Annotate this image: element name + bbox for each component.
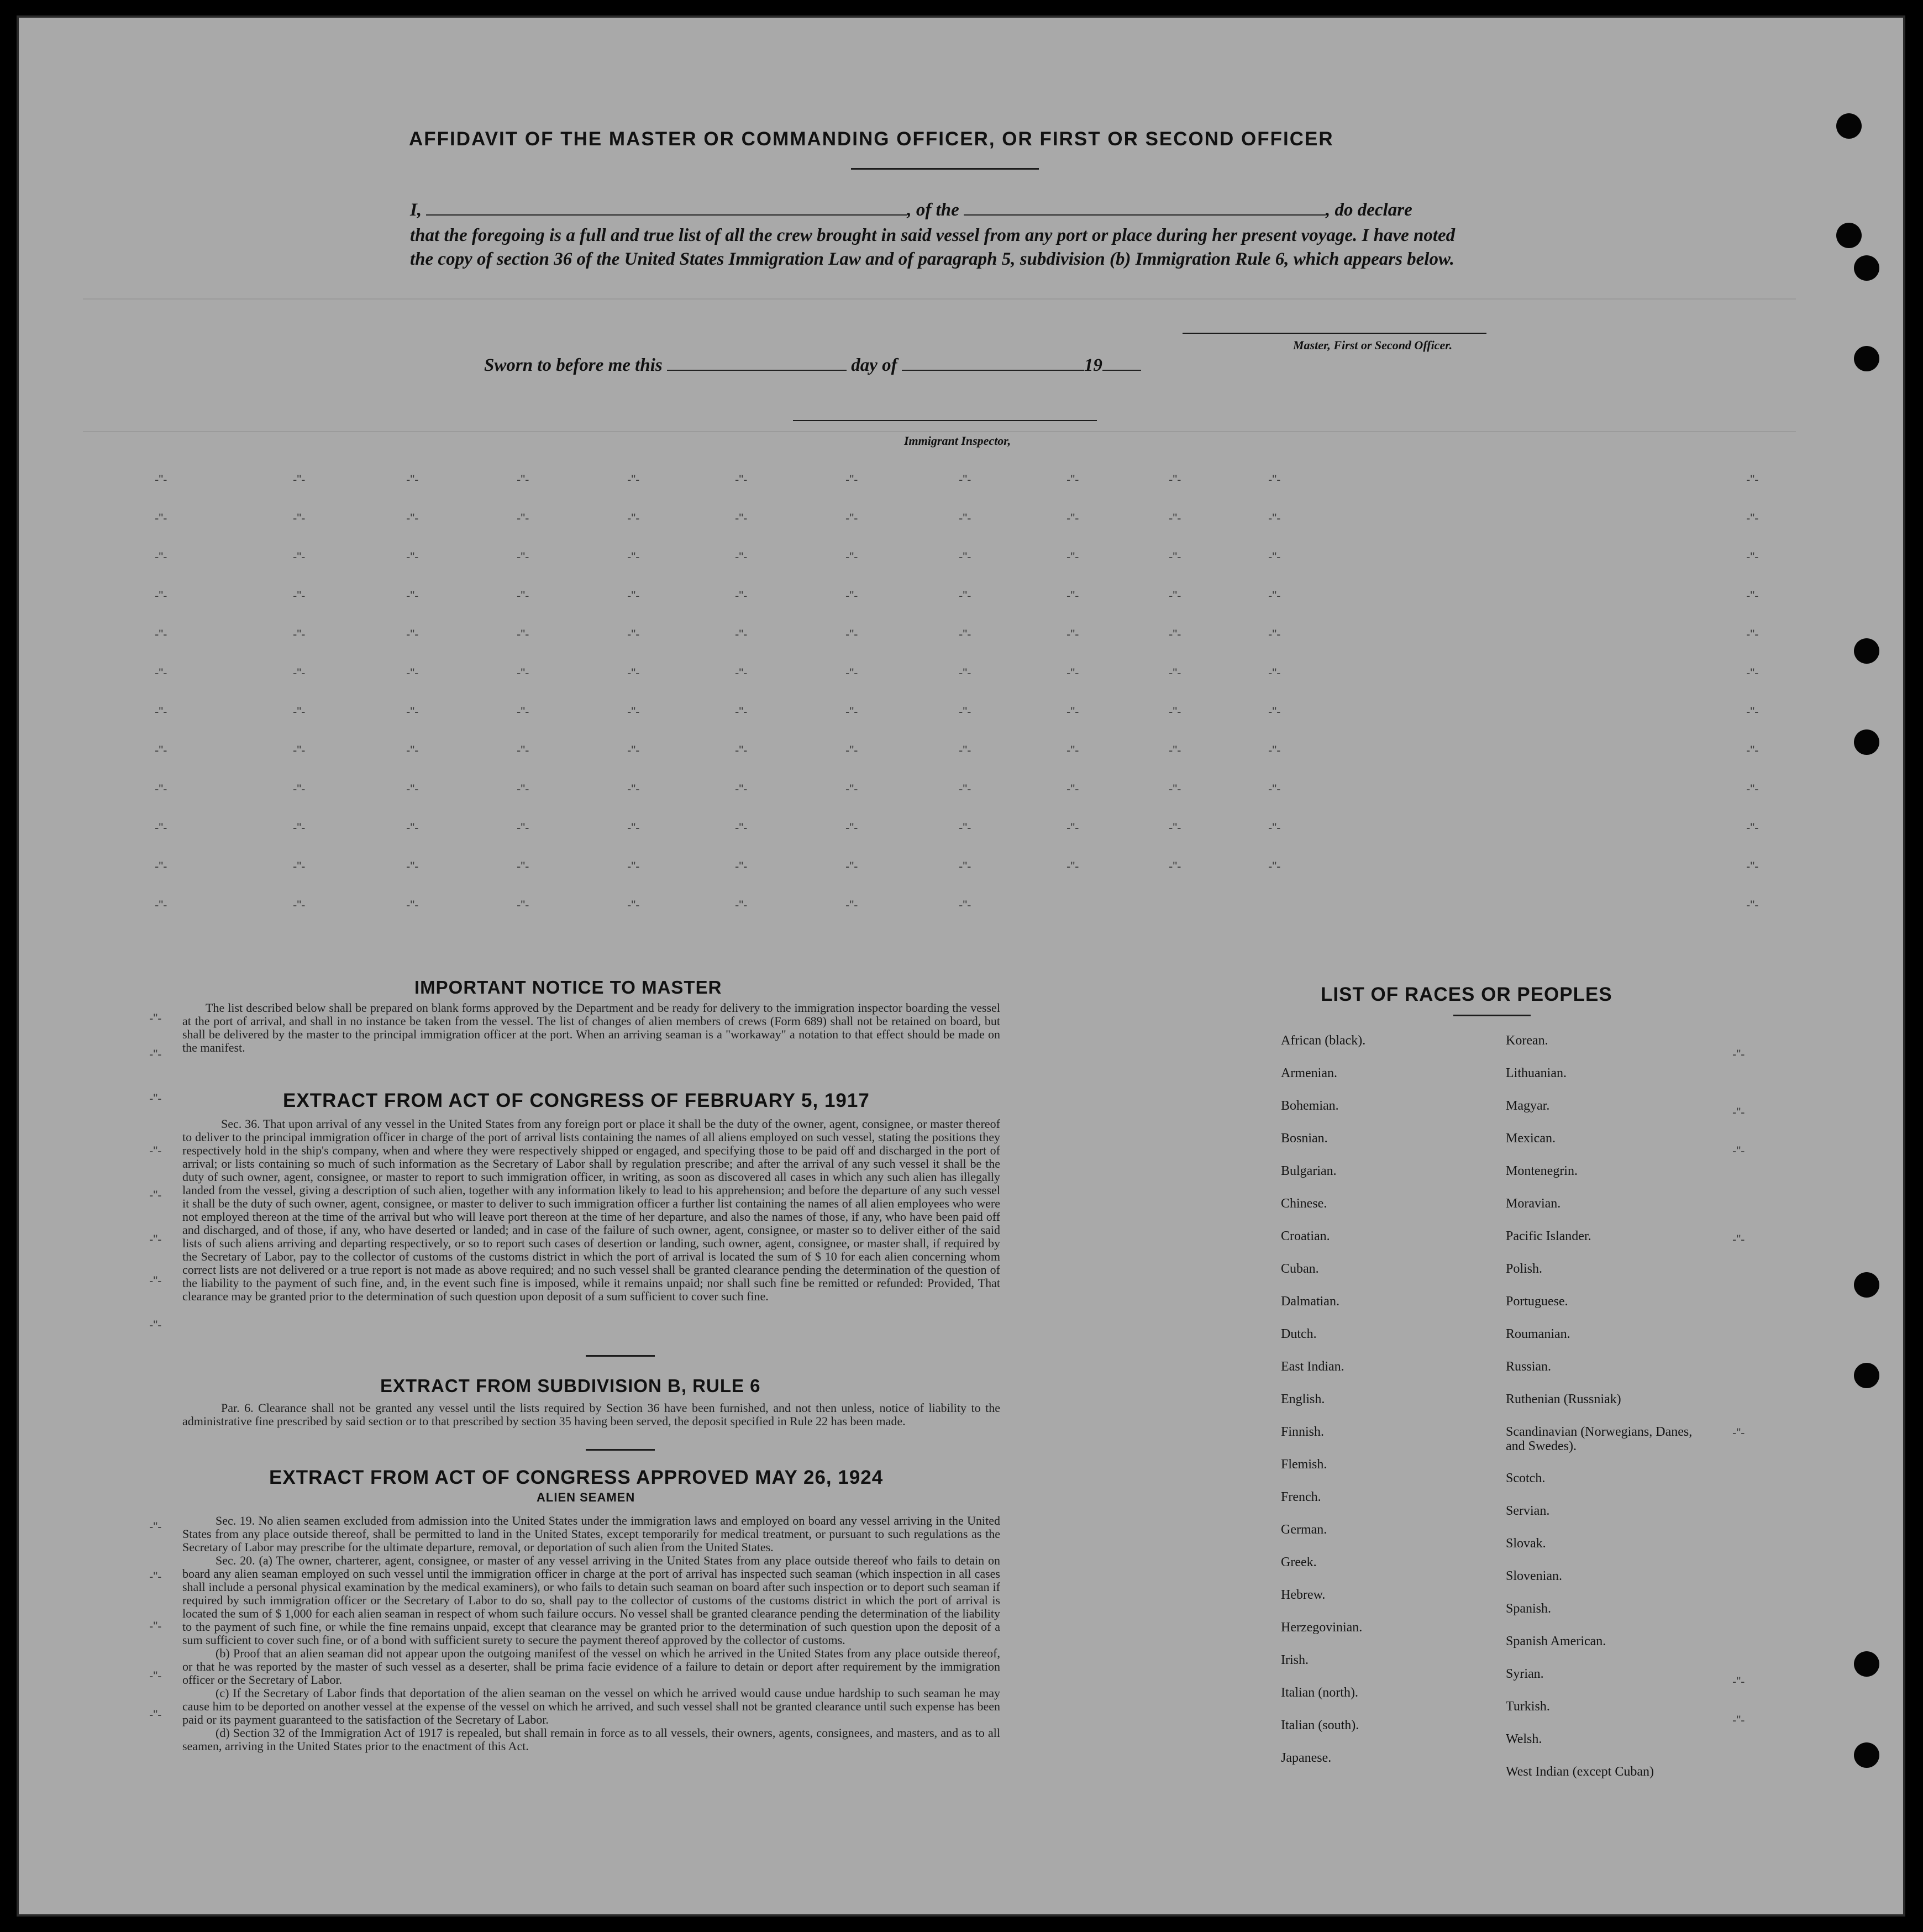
ditto-mark: -"- — [959, 589, 971, 602]
ditto-mark: -"- — [735, 898, 748, 912]
ditto-mark: -"- — [1169, 743, 1181, 757]
ditto-mark: -"- — [1746, 550, 1759, 564]
bleed-through-line — [83, 298, 1796, 300]
race-item: Polish. — [1506, 1262, 1543, 1276]
race-item: Finnish. — [1281, 1425, 1325, 1439]
ditto-mark: -"- — [845, 705, 858, 718]
ditto-mark: -"- — [845, 782, 858, 796]
race-item: Pacific Islander. — [1506, 1229, 1591, 1243]
ditto-mark: -"- — [1732, 1047, 1745, 1061]
ditto-mark: -"- — [1066, 589, 1079, 602]
ditto-mark: -"- — [149, 1318, 162, 1332]
ditto-mark: -"- — [959, 473, 971, 486]
ditto-mark: -"- — [1268, 782, 1281, 796]
ditto-mark: -"- — [627, 473, 640, 486]
race-item: Mexican. — [1506, 1131, 1556, 1146]
ditto-mark: -"- — [293, 898, 306, 912]
ditto-mark: -"- — [1169, 782, 1181, 796]
ditto-mark: -"- — [155, 473, 167, 486]
notice-title: IMPORTANT NOTICE TO MASTER — [414, 977, 722, 998]
ditto-mark: -"- — [1746, 473, 1759, 486]
ditto-mark: -"- — [1746, 898, 1759, 912]
sec20d-text: (d) Section 32 of the Immigration Act of 1917 is repealed, but shall remain in force as to all vessels, their owners, agents, consignees, and masters, and as to all seamen, arriving in the United States prior to the enactment of this Act. — [182, 1726, 1000, 1753]
ditto-mark: -"- — [293, 666, 306, 680]
alien-seamen-subtitle: ALIEN SEAMEN — [537, 1490, 635, 1504]
ditto-mark: -"- — [149, 1520, 162, 1534]
ditto-mark: -"- — [406, 859, 419, 873]
year-label: 19 — [1084, 355, 1102, 375]
ditto-mark: -"- — [627, 511, 640, 525]
race-item: Italian (south). — [1281, 1718, 1359, 1733]
ditto-mark: -"- — [845, 743, 858, 757]
ditto-mark: -"- — [1268, 473, 1281, 486]
extract-1917-body: Sec. 36. That upon arrival of any vessel in the United States from any foreign port or place it shall be the duty of the owner, agent, consignee, or master thereof to deliver to the principal immigration officer in charge of the port of arrival lists containing the names of all aliens employed on such vessel, stating the positions they respectively hold in the ship's company, when and where they were respectively shipped or engaged, and specifying those to be paid off and discharged in the port of arrival; or lists containing so much of such information as the Secretary of Labor shall by regulation prescribe; and after the arrival of any such vessel it shall be the duty of such owner, agent, consignee, or master to report to such immigration officer, in writing, as soon as discovered all cases in which any such alien has illegally landed from the vessel, giving a description of such alien, together with any information likely to lead to his apprehension; and before the departure of any such vessel it shall be the duty of such owner, agent, consignee, or master to deliver to such immigration officer a further list containing the names of all alien employees who were not employed thereon at the time of the arrival but who will leave port thereon at the time of her departure, and also the names of those, if any, who have been paid off and discharged, and of those, if any, who have deserted or landed; and in case of the failure of such owner, agent, consignee, or master so to deliver either of the said lists of such aliens arriving and departing respectively, or so to report such cases of desertion or landing, such owner, agent, consignee, or master shall, if required by the Secretary of Labor, pay to the collector of customs of the customs district in which the port of arrival is located the sum of $ 10 for each alien concerning whom correct lists are not delivered or a true report is not made as above required; and no such vessel shall be granted clearance pending the determination of the question of the liability to the payment of such fine, and, in the event such fine is imposed, while it remains unpaid; nor shall such fine be remitted or refunded: Provided, That clearance may be granted prior to the determination of such question upon deposit of a sum sufficient to cover such fine. — [182, 1117, 1000, 1303]
ditto-mark: -"- — [517, 743, 529, 757]
ditto-mark: -"- — [293, 511, 306, 525]
ditto-mark: -"- — [1732, 1232, 1745, 1246]
race-item: Spanish American. — [1506, 1634, 1606, 1649]
ditto-mark: -"- — [517, 821, 529, 834]
ditto-mark: -"- — [959, 898, 971, 912]
race-item: Dalmatian. — [1281, 1294, 1339, 1309]
races-underline — [1453, 1015, 1531, 1016]
ditto-mark: -"- — [1169, 821, 1181, 834]
extract-rule6-title: EXTRACT FROM SUBDIVISION B, RULE 6 — [380, 1376, 761, 1396]
ditto-mark: -"- — [1066, 473, 1079, 486]
ditto-mark: -"- — [1066, 705, 1079, 718]
race-item: Flemish. — [1281, 1457, 1327, 1472]
punch-hole — [1854, 1651, 1879, 1677]
ditto-mark: -"- — [627, 821, 640, 834]
ditto-mark: -"- — [1066, 627, 1079, 641]
ditto-mark: -"- — [959, 627, 971, 641]
punch-hole — [1836, 223, 1862, 248]
race-item: Dutch. — [1281, 1327, 1317, 1341]
ditto-mark: -"- — [1732, 1674, 1745, 1688]
ditto-mark: -"- — [735, 821, 748, 834]
ditto-mark: -"- — [959, 666, 971, 680]
race-item: Syrian. — [1506, 1667, 1544, 1681]
affidavit-line1 — [410, 200, 1488, 221]
inspector-label: Immigrant Inspector, — [904, 434, 1011, 448]
ditto-mark: -"- — [517, 705, 529, 718]
ditto-mark: -"- — [627, 589, 640, 602]
race-item: Cuban. — [1281, 1262, 1319, 1276]
race-item: East Indian. — [1281, 1359, 1344, 1374]
race-item: West Indian (except Cuban) — [1506, 1765, 1654, 1779]
race-item: Magyar. — [1506, 1099, 1550, 1113]
ditto-mark: -"- — [627, 782, 640, 796]
ditto-mark: -"- — [845, 666, 858, 680]
sworn-day-field[interactable] — [667, 359, 847, 371]
ditto-mark: -"- — [517, 666, 529, 680]
sec20c-text: (c) If the Secretary of Labor finds that deportation of the alien seaman on the vessel on which he arrived would cause undue hardship to such seaman he may cause him to be deported on another vessel at the expense of the vessel on which he arrived, and such vessel shall not be granted clearance until such expense has been paid or its payment guaranteed to the satisfaction of the Secretary of Labor. — [182, 1686, 1000, 1726]
race-item: Portuguese. — [1506, 1294, 1568, 1309]
ditto-mark: -"- — [155, 743, 167, 757]
ditto-mark: -"- — [1268, 550, 1281, 564]
i-label: I, — [410, 200, 422, 220]
ditto-mark: -"- — [959, 511, 971, 525]
ditto-mark: -"- — [959, 743, 971, 757]
ditto-mark: -"- — [293, 782, 306, 796]
ditto-mark: -"- — [149, 1274, 162, 1288]
ditto-mark: -"- — [1169, 627, 1181, 641]
punch-hole — [1854, 1363, 1879, 1388]
ditto-mark: -"- — [517, 473, 529, 486]
race-item: Korean. — [1506, 1033, 1548, 1048]
signature-label: Master, First or Second Officer. — [1293, 338, 1453, 352]
ditto-mark: -"- — [1169, 473, 1181, 486]
ditto-mark: -"- — [735, 743, 748, 757]
ditto-mark: -"- — [627, 705, 640, 718]
ditto-mark: -"- — [155, 550, 167, 564]
sworn-year-field[interactable] — [1102, 359, 1141, 371]
ditto-mark: -"- — [406, 589, 419, 602]
ditto-mark: -"- — [406, 550, 419, 564]
ditto-mark: -"- — [1732, 1426, 1745, 1440]
ditto-mark: -"- — [149, 1232, 162, 1246]
ditto-mark: -"- — [1268, 705, 1281, 718]
punch-hole — [1854, 729, 1879, 755]
race-item: Servian. — [1506, 1504, 1550, 1518]
race-item: Italian (north). — [1281, 1686, 1358, 1700]
ditto-mark: -"- — [155, 782, 167, 796]
ditto-mark: -"- — [735, 511, 748, 525]
ditto-mark: -"- — [1268, 511, 1281, 525]
ditto-mark: -"- — [1169, 705, 1181, 718]
ditto-mark: -"- — [149, 1708, 162, 1721]
ditto-mark: -"- — [1732, 1105, 1745, 1119]
ditto-mark: -"- — [155, 589, 167, 602]
ditto-mark: -"- — [293, 821, 306, 834]
ditto-mark: -"- — [1268, 589, 1281, 602]
race-item: Montenegrin. — [1506, 1164, 1578, 1178]
ditto-mark: -"- — [406, 743, 419, 757]
ditto-mark: -"- — [155, 898, 167, 912]
section-divider — [586, 1449, 655, 1451]
inspector-signature-line[interactable] — [793, 420, 1097, 421]
ditto-mark: -"- — [845, 550, 858, 564]
ditto-mark: -"- — [1268, 859, 1281, 873]
ditto-mark: -"- — [517, 782, 529, 796]
ditto-mark: -"- — [1169, 589, 1181, 602]
ditto-mark: -"- — [517, 859, 529, 873]
day-of-label: day of — [851, 355, 897, 375]
do-declare-label: , do declare — [1326, 200, 1412, 220]
ditto-mark: -"- — [1746, 743, 1759, 757]
ditto-mark: -"- — [517, 589, 529, 602]
ditto-mark: -"- — [1066, 782, 1079, 796]
ditto-mark: -"- — [293, 705, 306, 718]
vessel-name-field[interactable] — [964, 202, 1326, 216]
ditto-mark: -"- — [149, 1011, 162, 1025]
ditto-mark: -"- — [627, 627, 640, 641]
ditto-mark: -"- — [406, 511, 419, 525]
ditto-mark: -"- — [293, 743, 306, 757]
race-item: Spanish. — [1506, 1602, 1552, 1616]
ditto-mark: -"- — [293, 473, 306, 486]
ditto-mark: -"- — [1169, 859, 1181, 873]
sworn-line — [484, 355, 1141, 376]
race-item: Turkish. — [1506, 1699, 1550, 1714]
ditto-mark: -"- — [1746, 511, 1759, 525]
ditto-mark: -"- — [735, 589, 748, 602]
ditto-mark: -"- — [155, 821, 167, 834]
ditto-mark: -"- — [735, 473, 748, 486]
race-item: Welsh. — [1506, 1732, 1542, 1746]
ditto-mark: -"- — [149, 1047, 162, 1061]
ditto-mark: -"- — [406, 898, 419, 912]
ditto-mark: -"- — [845, 898, 858, 912]
ditto-mark: -"- — [627, 666, 640, 680]
sec20a-text: Sec. 20. (a) The owner, charterer, agent, consignee, or master of any vessel arriving in the United States from any place outside thereof who fails to detain on board any alien seaman employed on such vessel until the immigration officer in charge at the port of arrival has inspected such seaman (which inspection in all cases shall include a personal physical examination by the medical examiners), or who fails to detain such seaman on board after such inspection or to deport such seaman if required by such immigration officer or the Secretary of Labor to do so, shall pay to the collector of customs of the customs district in which the port of arrival is located the sum of $ 1,000 for each alien seaman in respect of whom such failure occurs. No vessel shall be granted clearance pending the determination of the liability to the payment of such fine, or while the fine remains unpaid, except that clearance may be granted prior to the determination of such question upon the deposit of a sum sufficient to cover such fine, or of a bond with sufficient surety to secure the payment thereof approved by the collector of customs. — [182, 1553, 1000, 1647]
ditto-mark: -"- — [959, 705, 971, 718]
ditto-mark: -"- — [406, 821, 419, 834]
ditto-mark: -"- — [627, 859, 640, 873]
ditto-mark: -"- — [845, 473, 858, 486]
ditto-mark: -"- — [845, 821, 858, 834]
ditto-mark: -"- — [517, 511, 529, 525]
race-item: Japanese. — [1281, 1751, 1332, 1765]
master-name-field[interactable] — [426, 202, 907, 216]
ditto-mark: -"- — [406, 473, 419, 486]
ditto-mark: -"- — [293, 627, 306, 641]
extract-1917-title: EXTRACT FROM ACT OF CONGRESS OF FEBRUARY 5, 1917 — [283, 1090, 870, 1111]
race-item: Ruthenian (Russniak) — [1506, 1392, 1621, 1406]
punch-hole — [1854, 346, 1879, 371]
ditto-mark: -"- — [1066, 511, 1079, 525]
punch-hole — [1854, 638, 1879, 664]
races-right-column — [1506, 1033, 1738, 1797]
signature-line[interactable] — [1183, 333, 1486, 334]
ditto-mark: -"- — [845, 511, 858, 525]
race-item: Slovak. — [1506, 1536, 1546, 1551]
ditto-mark: -"- — [1746, 666, 1759, 680]
race-item: Croatian. — [1281, 1229, 1330, 1243]
ditto-mark: -"- — [1066, 743, 1079, 757]
bleed-through-line — [83, 431, 1796, 432]
ditto-mark: -"- — [517, 550, 529, 564]
ditto-mark: -"- — [406, 705, 419, 718]
extract-1924-title: EXTRACT FROM ACT OF CONGRESS APPROVED MAY 26, 1924 — [269, 1467, 884, 1488]
of-the-label: , of the — [907, 200, 959, 220]
race-item: Lithuanian. — [1506, 1066, 1567, 1080]
sworn-label: Sworn to before me this — [484, 355, 663, 375]
race-item: Hebrew. — [1281, 1588, 1326, 1602]
race-item: Scotch. — [1506, 1471, 1546, 1485]
races-title: LIST OF RACES OR PEOPLES — [1321, 984, 1612, 1005]
ditto-mark: -"- — [735, 859, 748, 873]
ditto-mark: -"- — [735, 550, 748, 564]
ditto-mark: -"- — [1066, 859, 1079, 873]
sec20b-text: (b) Proof that an alien seaman did not appear upon the outgoing manifest of the vessel on which he arrived in the United States from any place outside thereof, or that he was reported by the master of such vessel as a deserter, shall be prima facie evidence of a failure to detain or deport after requirement by the immigration officer or the Secretary of Labor. — [182, 1646, 1000, 1687]
ditto-mark: -"- — [959, 550, 971, 564]
title-underline — [851, 168, 1039, 170]
ditto-mark: -"- — [155, 859, 167, 873]
ditto-mark: -"- — [627, 743, 640, 757]
affidavit-body: that the foregoing is a full and true list of all the crew brought in said vessel from any port or place during her present voyage. I have noted the copy of section 36 of the United States Immigration Law and of paragraph 5, subdivision (b) Immigration Rule 6, which appears below. — [410, 225, 1456, 269]
punch-hole — [1854, 255, 1879, 281]
ditto-mark: -"- — [1746, 821, 1759, 834]
race-item: Chinese. — [1281, 1196, 1327, 1211]
ditto-mark: -"- — [845, 859, 858, 873]
ditto-mark: -"- — [406, 782, 419, 796]
ditto-mark: -"- — [1268, 627, 1281, 641]
section-divider — [586, 1355, 655, 1357]
race-item: Armenian. — [1281, 1066, 1337, 1080]
ditto-mark: -"- — [1746, 627, 1759, 641]
ditto-mark: -"- — [845, 627, 858, 641]
punch-hole — [1836, 113, 1862, 139]
ditto-mark: -"- — [517, 627, 529, 641]
ditto-mark: -"- — [959, 821, 971, 834]
race-item: Moravian. — [1506, 1196, 1561, 1211]
ditto-mark: -"- — [1066, 666, 1079, 680]
ditto-mark: -"- — [155, 511, 167, 525]
ditto-mark: -"- — [149, 1144, 162, 1158]
ditto-mark: -"- — [149, 1091, 162, 1105]
race-item: Bosnian. — [1281, 1131, 1328, 1146]
race-item: Slovenian. — [1506, 1569, 1562, 1583]
ditto-mark: -"- — [627, 898, 640, 912]
extract-1924-body — [182, 1514, 1000, 1753]
race-item: English. — [1281, 1392, 1325, 1406]
ditto-mark: -"- — [293, 589, 306, 602]
ditto-mark: -"- — [1746, 782, 1759, 796]
punch-hole — [1854, 1272, 1879, 1298]
notice-body: The list described below shall be prepared on blank forms approved by the Department and be ready for delivery to the immigration inspector boarding the vessel at the port of arrival, and shall in no instance be taken from the vessel. The list of changes of alien members of crews (Form 689) shall not be retained on board, but shall be delivered by the master to the principal immigration officer at the port. When an arriving seaman is a "workaway" a notation to that effect should be made on the manifest. — [182, 1001, 1000, 1054]
race-item: German. — [1281, 1523, 1327, 1537]
ditto-mark: -"- — [1746, 589, 1759, 602]
ditto-mark: -"- — [1066, 821, 1079, 834]
race-item: Roumanian. — [1506, 1327, 1570, 1341]
ditto-mark: -"- — [735, 666, 748, 680]
ditto-mark: -"- — [1169, 666, 1181, 680]
ditto-mark: -"- — [1746, 859, 1759, 873]
ditto-mark: -"- — [155, 666, 167, 680]
ditto-mark: -"- — [293, 859, 306, 873]
ditto-mark: -"- — [1732, 1144, 1745, 1158]
ditto-mark: -"- — [959, 782, 971, 796]
punch-hole — [1854, 1742, 1879, 1768]
race-item: Scandinavian (Norwegians, Danes, and Swedes). — [1506, 1425, 1693, 1453]
ditto-mark: -"- — [735, 782, 748, 796]
ditto-mark: -"- — [1746, 705, 1759, 718]
ditto-mark: -"- — [1268, 821, 1281, 834]
ditto-mark: -"- — [735, 627, 748, 641]
ditto-mark: -"- — [406, 666, 419, 680]
ditto-mark: -"- — [149, 1619, 162, 1633]
race-item: Russian. — [1506, 1359, 1552, 1374]
ditto-mark: -"- — [845, 589, 858, 602]
sworn-month-field[interactable] — [902, 359, 1084, 371]
extract-rule6-body: Par. 6. Clearance shall not be granted any vessel until the lists required by Section 36 have been furnished, and not then unless, notice of liability to the administrative fine prescribed by said section or to that prescribed by section 35 having been served, the deposit specified in Rule 22 has been made. — [182, 1401, 1000, 1428]
race-item: Greek. — [1281, 1555, 1317, 1569]
ditto-mark: -"- — [1169, 511, 1181, 525]
ditto-mark: -"- — [1268, 743, 1281, 757]
race-item: African (black). — [1281, 1033, 1366, 1048]
ditto-mark: -"- — [149, 1669, 162, 1683]
ditto-mark: -"- — [149, 1569, 162, 1583]
ditto-mark: -"- — [1169, 550, 1181, 564]
races-left-column — [1281, 1033, 1480, 1783]
ditto-mark: -"- — [1066, 550, 1079, 564]
race-item: Herzegovinian. — [1281, 1620, 1363, 1635]
race-item: Irish. — [1281, 1653, 1309, 1667]
ditto-mark: -"- — [517, 898, 529, 912]
ditto-mark: -"- — [1732, 1713, 1745, 1727]
ditto-mark: -"- — [959, 859, 971, 873]
ditto-mark: -"- — [406, 627, 419, 641]
race-item: Bohemian. — [1281, 1099, 1339, 1113]
ditto-mark: -"- — [155, 705, 167, 718]
race-item: French. — [1281, 1490, 1321, 1504]
affidavit-title: AFFIDAVIT OF THE MASTER OR COMMANDING OFFICER, OR FIRST OR SECOND OFFICER — [409, 128, 1334, 150]
ditto-mark: -"- — [627, 550, 640, 564]
ditto-mark: -"- — [293, 550, 306, 564]
ditto-mark: -"- — [155, 627, 167, 641]
ditto-mark: -"- — [1268, 666, 1281, 680]
ditto-mark: -"- — [735, 705, 748, 718]
ditto-mark: -"- — [149, 1188, 162, 1202]
race-item: Bulgarian. — [1281, 1164, 1337, 1178]
sec19-text: Sec. 19. No alien seamen excluded from admission into the United States under the immigration laws and employed on board any vessel arriving in the United States from any place outside thereof, shall be permitted to land in the United States, except temporarily for medical treatment, or pursuant to such regulations as the Secretary of Labor may prescribe for the ultimate departure, removal, or deportation of such alien from the United States. — [182, 1514, 1000, 1554]
